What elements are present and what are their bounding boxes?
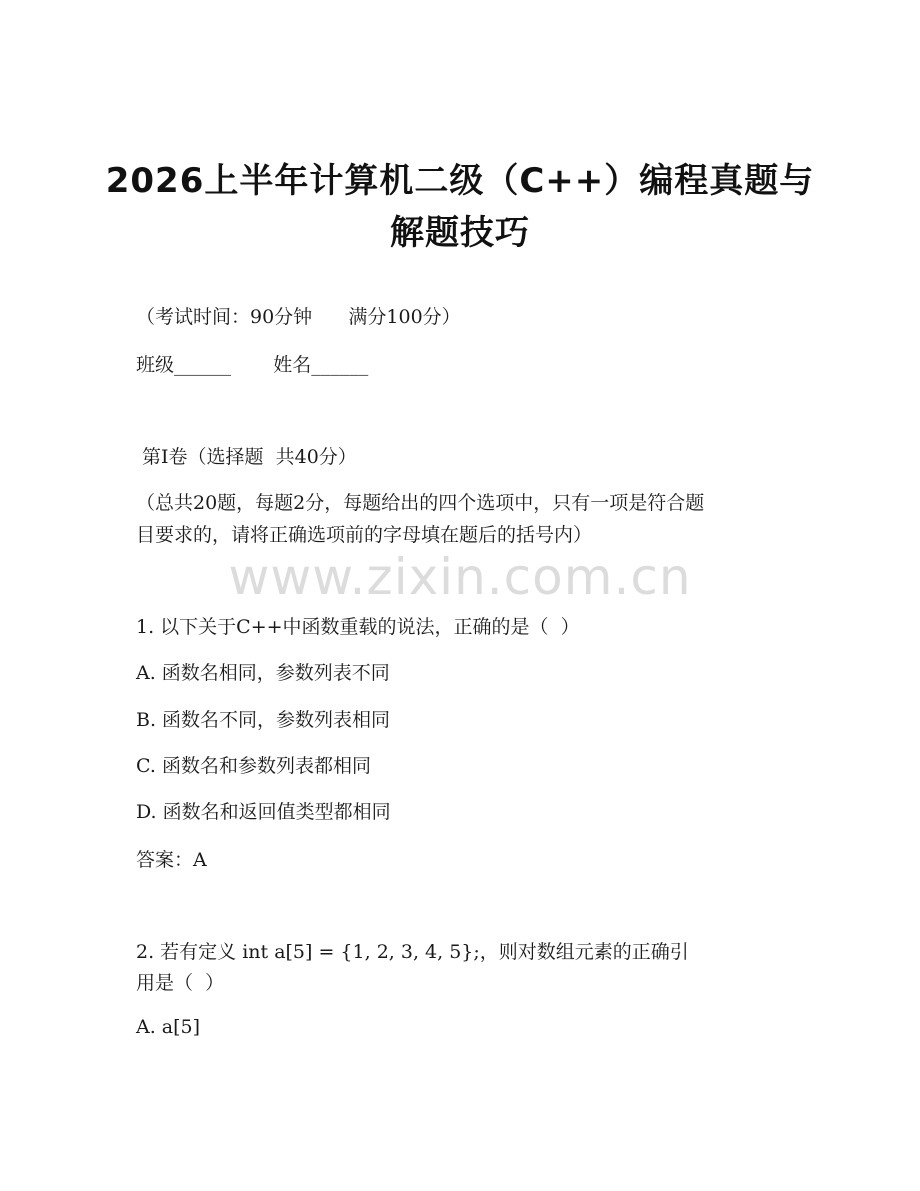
question-1-answer: 答案：A [136,849,207,871]
question-1-option-b: B. 函数名不同，参数列表相同 [136,709,391,731]
document-title-line-2: 解题技巧 [390,213,530,253]
question-1-stem: 1. 以下关于C++中函数重载的说法，正确的是（ ） [136,616,580,638]
exam-info: （考试时间：90分钟 满分100分） [136,306,461,328]
question-1-option-c: C. 函数名和参数列表都相同 [136,755,371,777]
instructions-line-1: （总共20题，每题2分，每题给出的四个选项中，只有一项是符合题 [136,492,705,514]
question-2-stem-line-2: 用是（ ） [136,972,225,994]
question-2-stem-line-1: 2. 若有定义 int a[5] = {1, 2, 3, 4, 5};，则对数组元素的正确引 [136,941,689,963]
section-heading: 第I卷（选择题 共40分） [136,446,357,468]
instructions-line-2: 目要求的，请将正确选项前的字母填在题后的括号内） [136,524,593,546]
question-1-option-d: D. 函数名和返回值类型都相同 [136,801,391,823]
class-name-fields: 班级______ 姓名______ [136,354,369,376]
watermark: www.zixin.com.cn [228,548,692,606]
question-1-option-a: A. 函数名相同，参数列表不同 [136,662,390,684]
question-2-option-a: A. a[5] [136,1016,201,1038]
document-title-line-1: 2026上半年计算机二级（C++）编程真题与 [105,161,815,201]
